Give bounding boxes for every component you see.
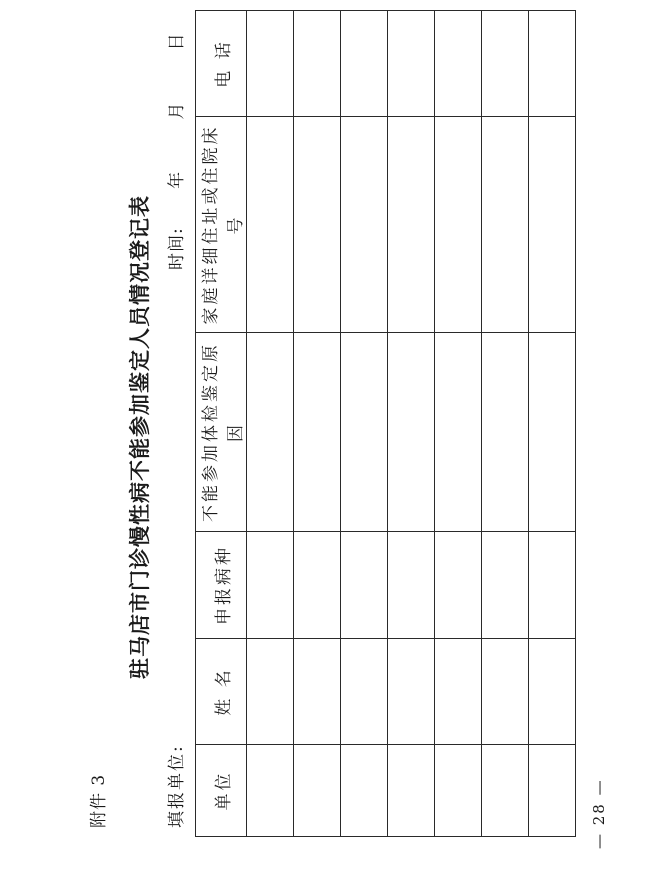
table-cell [341, 639, 388, 745]
table-row [247, 11, 294, 837]
table-cell [247, 333, 294, 532]
table-cell [435, 11, 482, 117]
table-cell [388, 333, 435, 532]
table-cell [529, 532, 576, 639]
table-row [341, 11, 388, 837]
table-cell [482, 532, 529, 639]
table-cell [341, 117, 388, 333]
table-cell [529, 745, 576, 837]
table-header-row [196, 11, 247, 837]
table-cell [388, 532, 435, 639]
date-day: 日 [167, 32, 187, 51]
table-cell [294, 117, 341, 333]
table-cell [247, 745, 294, 837]
date-year: 年 [167, 170, 187, 189]
table-cell [294, 532, 341, 639]
table-cell [294, 11, 341, 117]
table-cell [529, 639, 576, 745]
table-cell [435, 117, 482, 333]
table-cell [435, 639, 482, 745]
table-cell [294, 639, 341, 745]
header-reason: 不能参加体检鉴定原因 [196, 333, 247, 532]
page-number: — 28 — [590, 778, 608, 849]
table-cell [341, 11, 388, 117]
table-cell [388, 11, 435, 117]
date-month: 月 [167, 101, 187, 120]
table-cell [247, 117, 294, 333]
page-title: 驻马店市门诊慢性病不能参加鉴定人员情况登记表 [128, 195, 152, 679]
table-cell [482, 11, 529, 117]
table-cell [482, 333, 529, 532]
table-cell [435, 532, 482, 639]
attachment-label: 附件 3 [89, 773, 109, 828]
header-name: 姓 名 [196, 639, 247, 745]
table-row [435, 11, 482, 837]
table-cell [341, 745, 388, 837]
header-unit: 单位 [196, 745, 247, 837]
table-cell [247, 639, 294, 745]
reporting-unit-label: 填报单位: [167, 744, 187, 828]
table-cell [435, 333, 482, 532]
table-cell [529, 117, 576, 333]
table-cell [529, 11, 576, 117]
table-cell [482, 117, 529, 333]
table-cell [435, 745, 482, 837]
registration-table [195, 10, 576, 837]
table-cell [388, 639, 435, 745]
table-row [529, 11, 576, 837]
date-prefix: 时间: [167, 227, 187, 270]
table-cell [388, 117, 435, 333]
table-row [294, 11, 341, 837]
table-cell [247, 532, 294, 639]
table-cell [294, 333, 341, 532]
header-address: 家庭详细住址或住院床号 [196, 117, 247, 333]
table-cell [388, 745, 435, 837]
table-row [388, 11, 435, 837]
table-cell [482, 639, 529, 745]
header-phone: 电 话 [196, 11, 247, 117]
table-cell [247, 11, 294, 117]
header-disease-type: 申报病种 [196, 532, 247, 639]
date-line [162, 32, 187, 270]
table-cell [294, 745, 341, 837]
table-cell [529, 333, 576, 532]
table-cell [341, 333, 388, 532]
table-row [482, 11, 529, 837]
table-cell [341, 532, 388, 639]
table-cell [482, 745, 529, 837]
